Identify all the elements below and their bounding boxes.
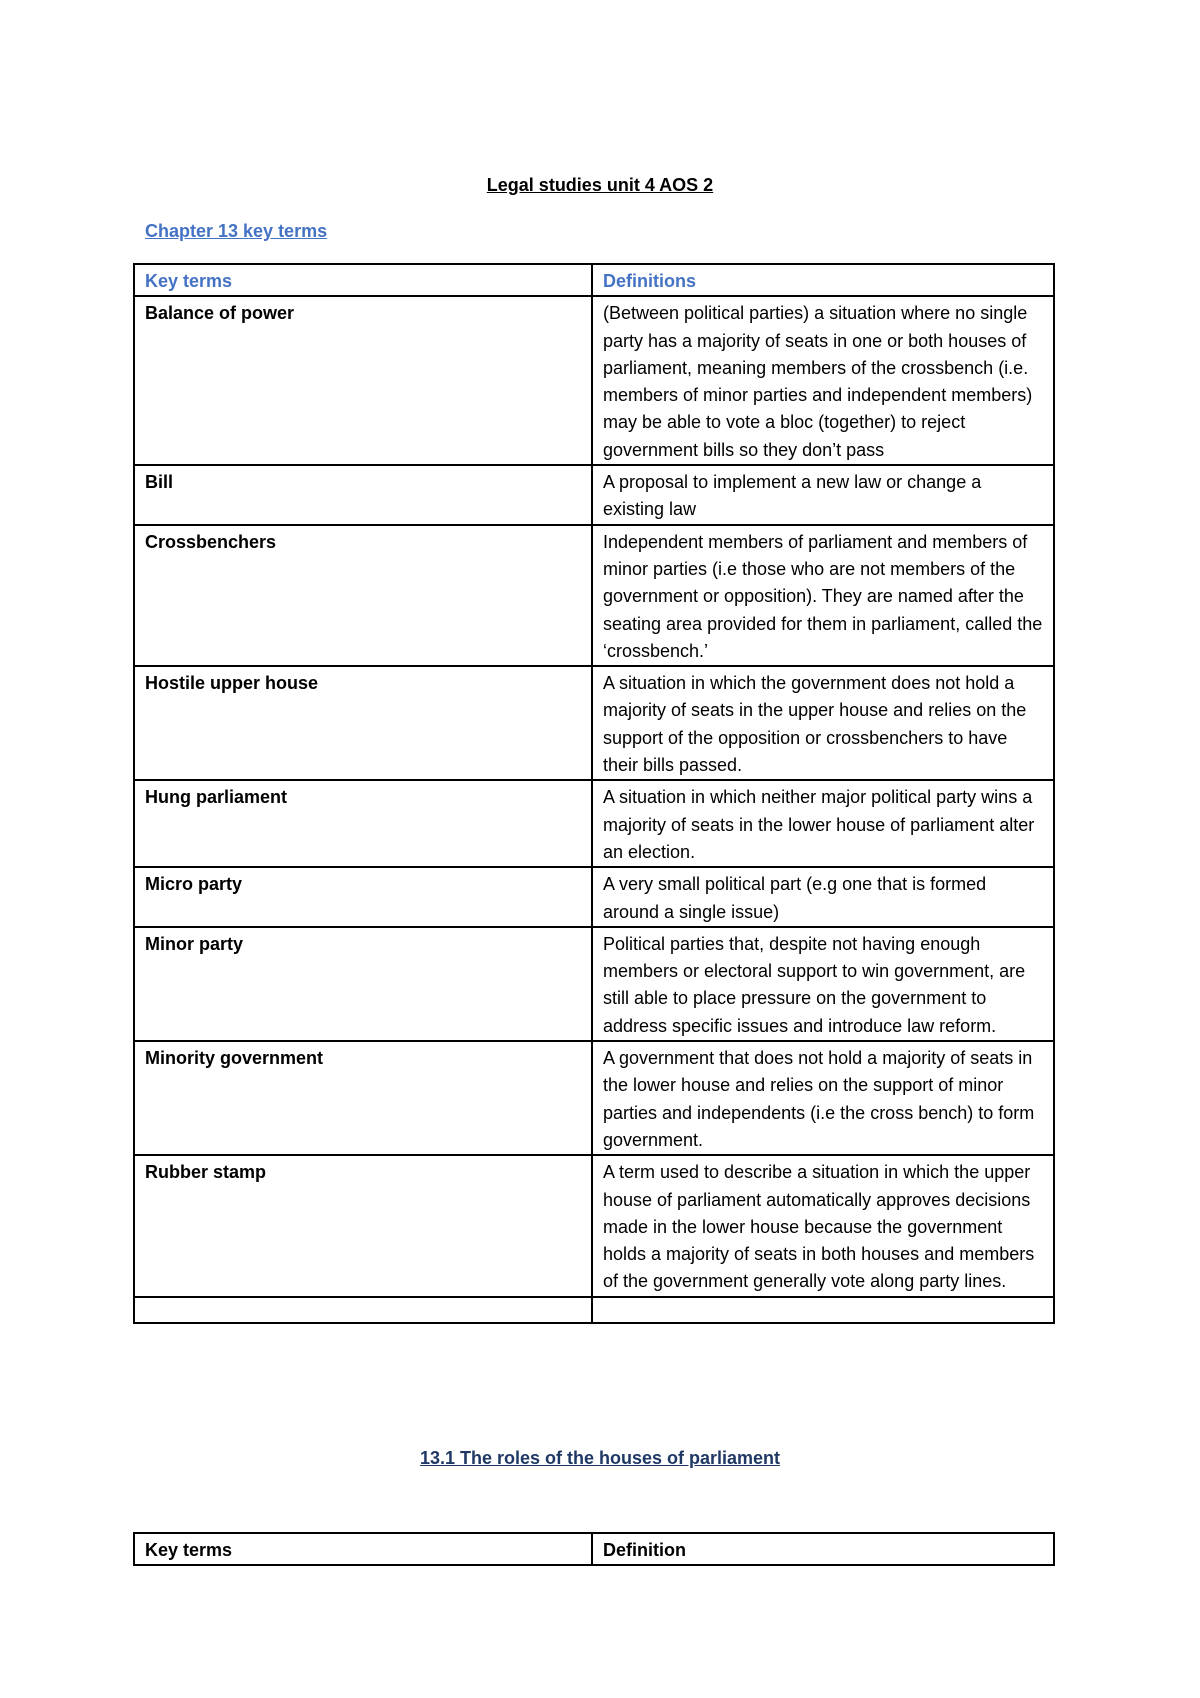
- header-key-terms: Key terms: [134, 1533, 592, 1565]
- definition-cell: Independent members of parliament and members of minor parties (i.e those who are not members of the government or opposition). They are named after the seating area provided for them in parliament, called the ‘crossbench.’: [592, 525, 1054, 666]
- table-row: [134, 780, 1054, 867]
- term-cell: Hung parliament: [134, 780, 592, 867]
- table-row: [134, 666, 1054, 780]
- header-definitions: Definitions: [592, 264, 1054, 296]
- document-title: Legal studies unit 4 AOS 2: [486, 175, 714, 195]
- section-heading: 13.1 The roles of the houses of parliament: [419, 1448, 781, 1468]
- table-row: [134, 927, 1054, 1041]
- definition-cell: (Between political parties) a situation where no single party has a majority of seats in one or both houses of parliament, meaning members of the crossbench (i.e. members of minor parties and independent members) may be able to vote a bloc (together) to reject government bills so they don’t pass: [592, 296, 1054, 465]
- term-cell: Minority government: [134, 1041, 592, 1155]
- table-header-row: [134, 264, 1054, 296]
- definition-cell: A proposal to implement a new law or change a existing law: [592, 465, 1054, 525]
- table-row: [134, 465, 1054, 525]
- term-cell: Crossbenchers: [134, 525, 592, 666]
- definition-cell: A situation in which neither major political party wins a majority of seats in the lower house of parliament alter an election.: [592, 780, 1054, 867]
- key-terms-table: [133, 263, 1055, 1324]
- table-row: [134, 296, 1054, 465]
- table-header-row: [134, 1533, 1054, 1565]
- term-cell: Micro party: [134, 867, 592, 927]
- empty-table-row: [134, 1297, 1054, 1323]
- term-cell: Balance of power: [134, 296, 592, 465]
- definition-cell: A situation in which the government does not hold a majority of seats in the upper house and relies on the support of the opposition or crossbenchers to have their bills passed.: [592, 666, 1054, 780]
- table-row: [134, 867, 1054, 927]
- definition-cell: A term used to describe a situation in which the upper house of parliament automatically approves decisions made in the lower house because the government holds a majority of seats in both houses and members of the government generally vote along party lines.: [592, 1155, 1054, 1296]
- definition-cell: A very small political part (e.g one that is formed around a single issue): [592, 867, 1054, 927]
- header-key-terms: Key terms: [134, 264, 592, 296]
- term-cell: Bill: [134, 465, 592, 525]
- empty-cell: [134, 1297, 592, 1323]
- header-definition: Definition: [592, 1533, 1054, 1565]
- term-cell: Minor party: [134, 927, 592, 1041]
- table-row: [134, 1041, 1054, 1155]
- chapter-heading: Chapter 13 key terms: [145, 221, 328, 241]
- definition-cell: A government that does not hold a majority of seats in the lower house and relies on the support of minor parties and independents (i.e the cross bench) to form government.: [592, 1041, 1054, 1155]
- table-row: [134, 525, 1054, 666]
- roles-key-terms-table: [133, 1532, 1055, 1566]
- term-cell: Hostile upper house: [134, 666, 592, 780]
- table-row: [134, 1155, 1054, 1296]
- empty-cell: [592, 1297, 1054, 1323]
- term-cell: Rubber stamp: [134, 1155, 592, 1296]
- definition-cell: Political parties that, despite not having enough members or electoral support to win government, are still able to place pressure on the government to address specific issues and introduce law reform.: [592, 927, 1054, 1041]
